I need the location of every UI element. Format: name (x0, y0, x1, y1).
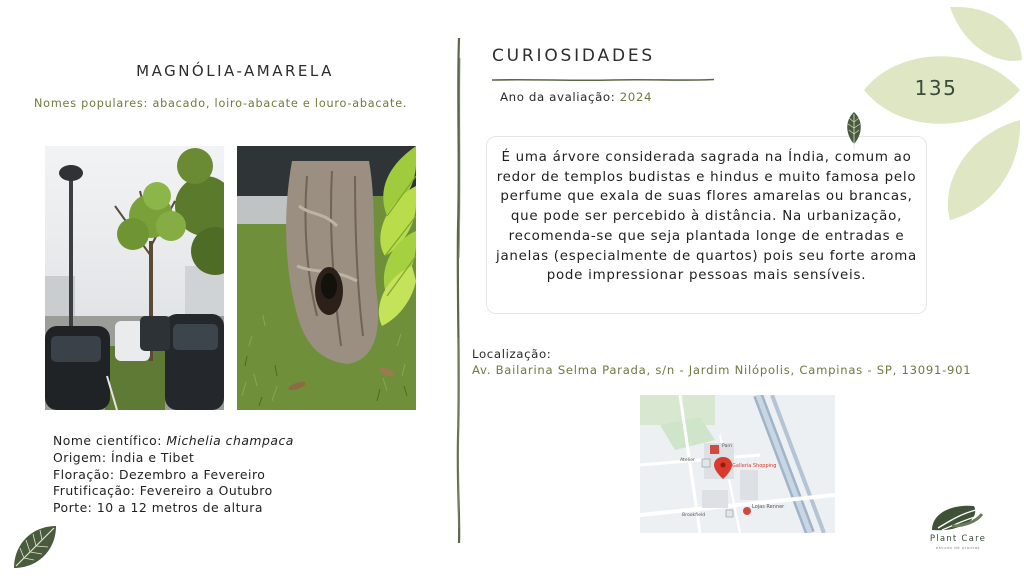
leaf-cluster-icon (860, 5, 1024, 229)
plant-title: MAGNÓLIA-AMARELA (136, 62, 334, 80)
map-label-brookfield: Brookfield (682, 513, 706, 518)
map-label-galleria: Galleria Shopping (732, 463, 777, 469)
location-map[interactable] (640, 395, 835, 533)
fact-size: Porte: 10 a 12 metros de altura (53, 500, 263, 516)
plant-facts (53, 433, 294, 517)
fact-fruiting: Frutificação: Fevereiro a Outubro (53, 483, 273, 499)
tree-photo-trunk (237, 146, 416, 410)
map-label-renner: Lojas Renner (752, 504, 785, 510)
fact-flowering: Floração: Dezembro a Fevereiro (53, 466, 266, 482)
heading-underline (492, 68, 714, 74)
location-label: Localização: (472, 347, 552, 361)
tree-photo-street (45, 146, 224, 410)
logo-leaf-icon (922, 500, 994, 534)
popular-names: Nomes populares: abacado, loiro-abacate e louro-abacate. (34, 97, 408, 110)
curiosity-text: É uma árvore considerada sagrada na Índia, comum ao redor de templos budistas e hindus e muito famosa pelo perfume que exala de suas flores amarelas ou brancas, que pode ser percebido à distância. Na urbanização, recomenda-se que seja plantada longe de entradas e janelas (especialmente de quartos) pois seu forte aroma pode impressionar pessoas mais sensíveis. (496, 150, 917, 284)
fact-scientific-name: Nome científico: Michelia champaca (53, 433, 294, 448)
brand-name: Plant Care (929, 534, 987, 544)
curiosities-heading: CURIOSIDADES (492, 46, 655, 66)
brand-tagline: estudo de plantas (935, 545, 981, 550)
fact-origin: Origem: Índia e Tibet (53, 449, 195, 465)
evaluation-year: Ano da avaliação: 2024 (500, 90, 653, 104)
leaf-icon (10, 522, 60, 576)
plant-care-logo (922, 500, 994, 552)
page-number: 135 (914, 76, 958, 100)
map-label-atelier: Atelier (680, 458, 695, 463)
map-label-parri: Parri (722, 444, 733, 449)
column-divider (455, 38, 463, 543)
location-address: Av. Bailarina Selma Parada, s/n - Jardim Nilópolis, Campinas - SP, 13091-901 (472, 363, 972, 377)
